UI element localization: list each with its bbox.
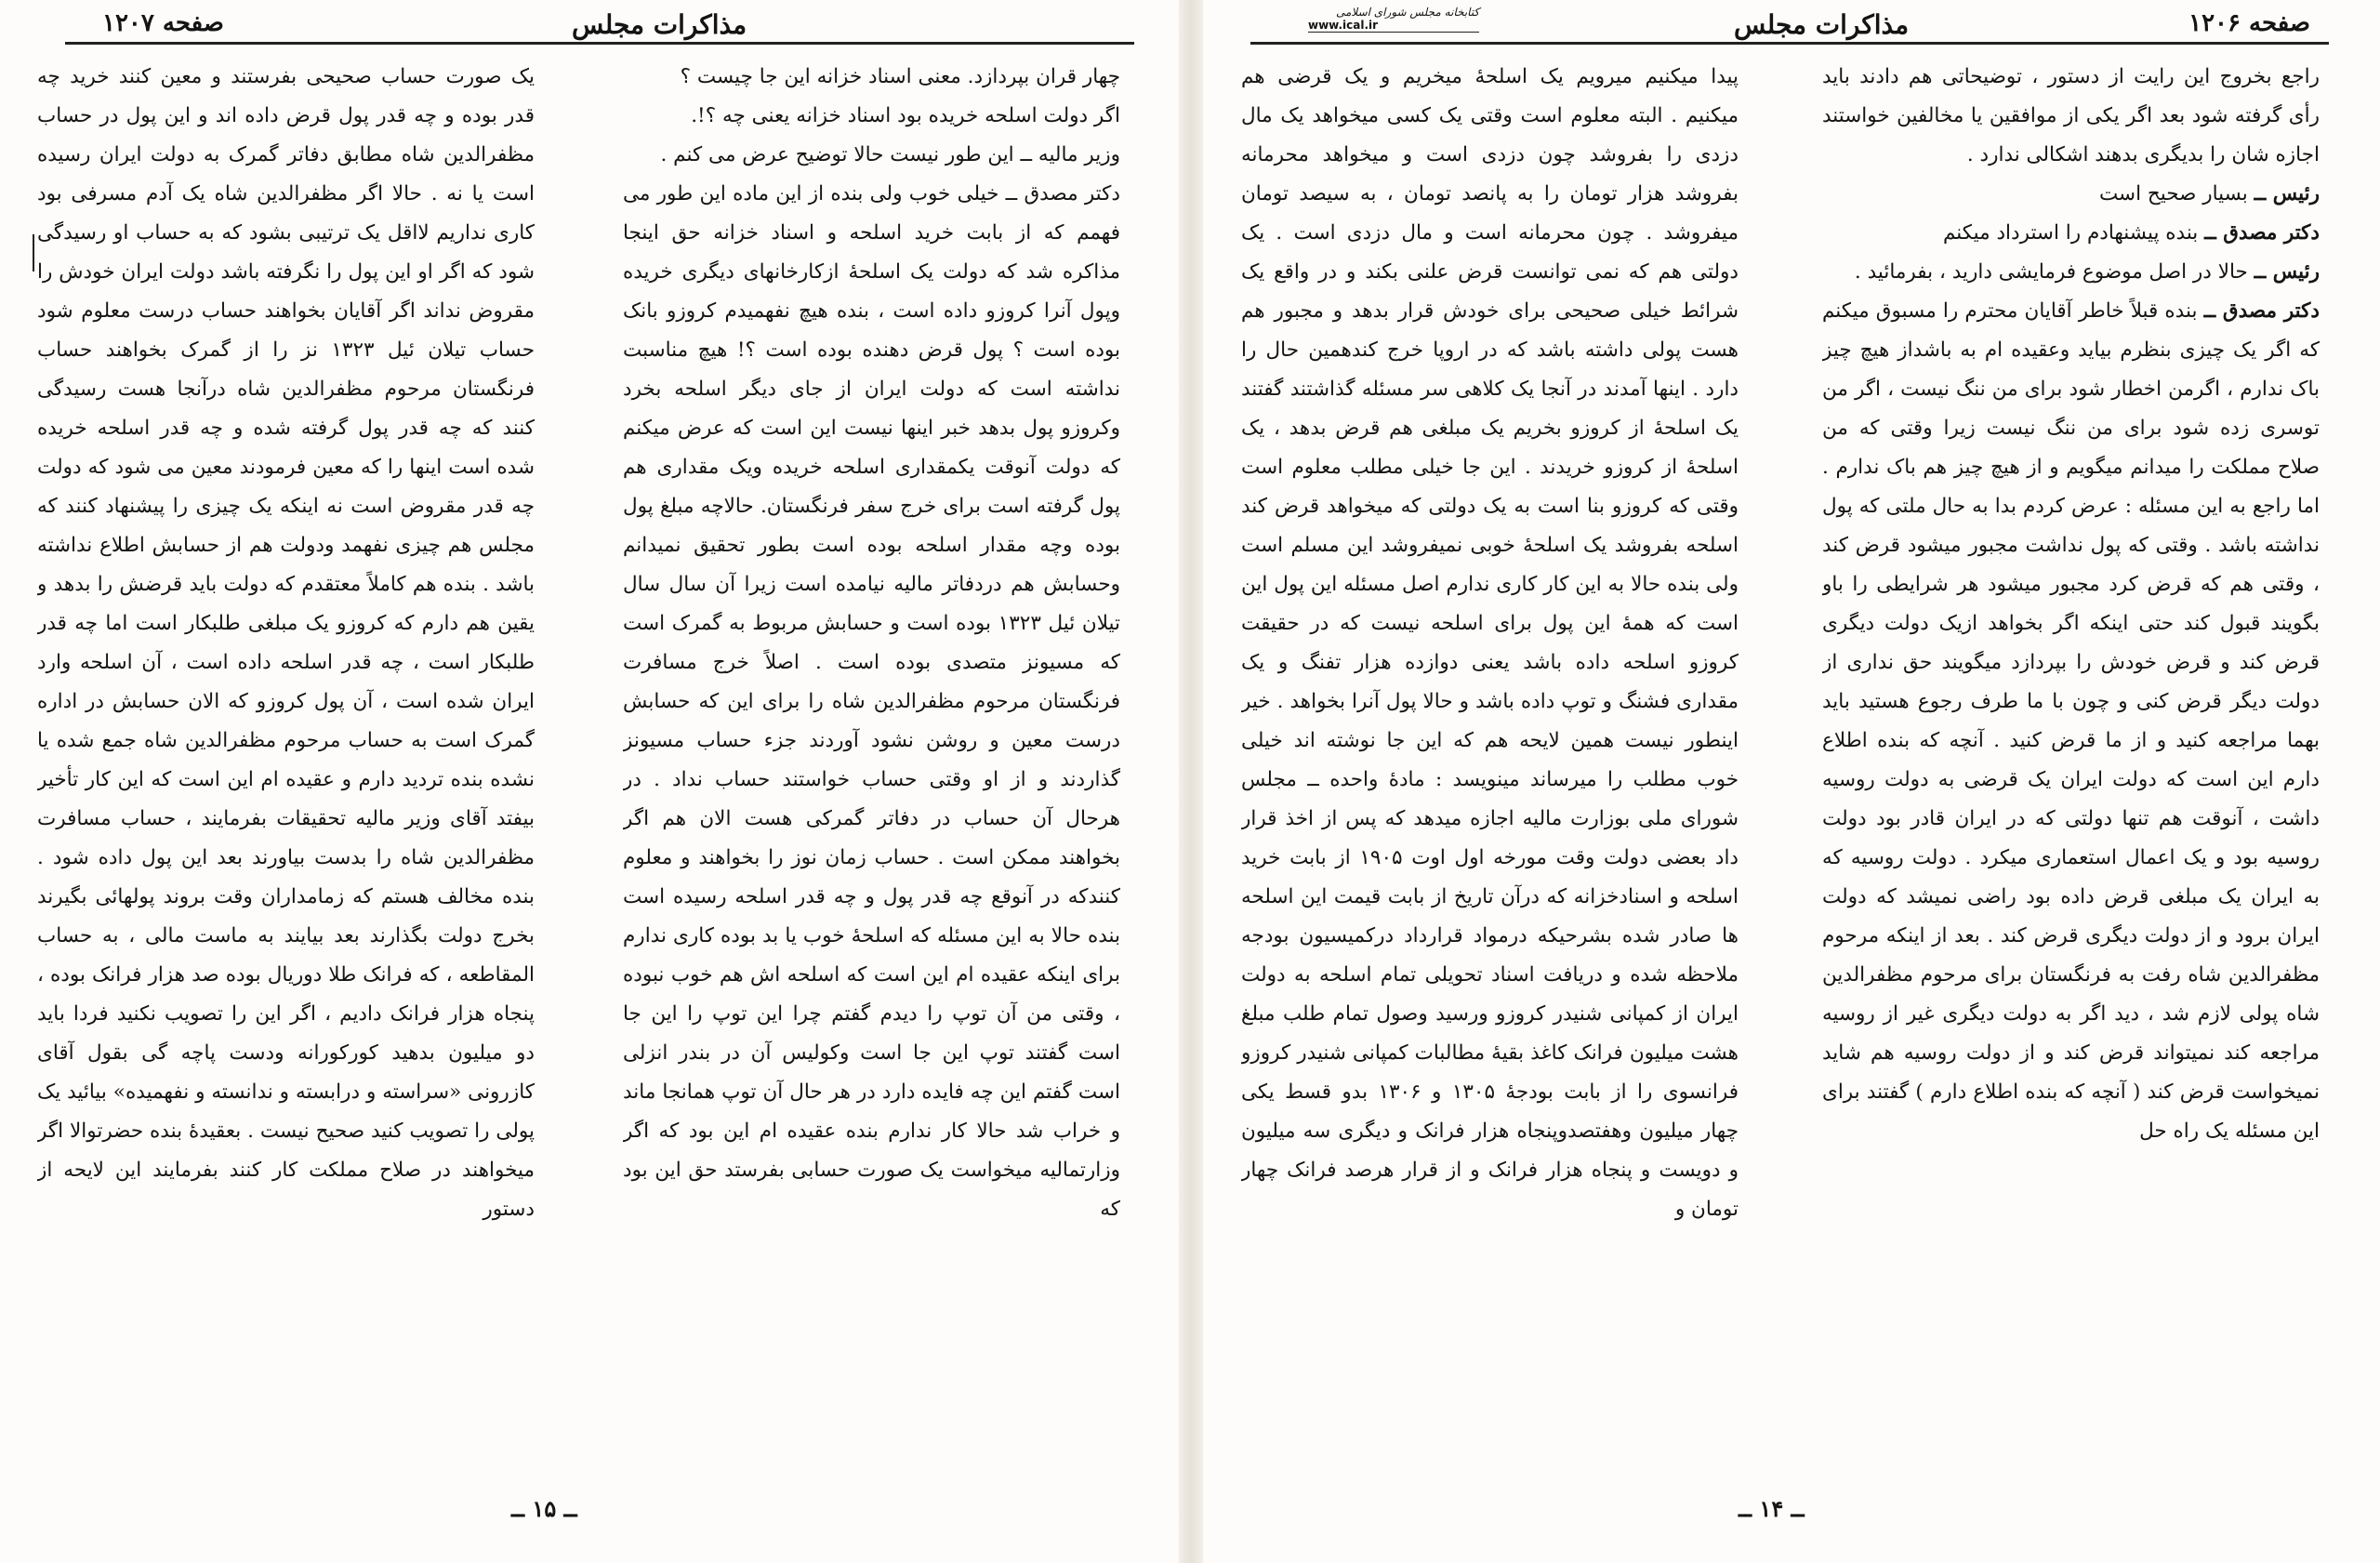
watermark-url: www.ical.ir (1308, 19, 1479, 33)
page-title: مذاکرات مجلس (572, 9, 747, 40)
right-page (1209, 0, 2380, 1563)
text-column-right (623, 58, 1120, 1485)
folio-number: ــ ۱۵ ــ (511, 1495, 577, 1522)
column-text: وزیر مالیه ــ این طور نیست حالا توضیح عرض می کنم . (660, 143, 1120, 166)
speech-text: بسیار صحیح است (2098, 182, 2248, 205)
speech-text: بنده قبلاً خاطر آقایان محترم را مسبوق میکنم که اگر یک چیزی بنظرم بیاید وعقیده ام به باشداز هیچ چیز باک ندارم ، اگرمن اخطار شود برای من ننگ نیست ، اگر من توسری زده شود برای من ننگ نیست زیرا وقتی که من صلاح مملکت را میدانم میگویم و از هیچ چیز هم باک ندارم . اما راجع به این مسئله : عرض کردم بدا به حال ملتی که پول نداشته باشد . وقتی که پول نداشت مجبور میشود قرض کند ، وقتی هم که قرض کرد مجبور میشود هر شرایطی را باو بگویند قبول کند حتی اینکه اگر بخواهد ازیک دولت دیگری قرض کند و قرض خودش را بپردازد میگویند حق نداری از دولت دیگر قرض کنی و چون با ما طرف رجوع هستید باید بهما مراجعه کنید و از ما قرض کنید . آنچه که بنده اطلاع دارم این است که دولت ایران یک قرضی به دولت روسیه داشت ، آنوقت هم تنها دولتی که در ایران قادر بود دولت روسیه بود و یک اعمال استعماری میکرد . دولت روسیه که به ایران یک مبلغی قرض داده بود راضی نمیشد که دولت ایران برود و از دولت دیگری قرض کند . بعد از اینکه مرحوم مظفرالدین شاه رفت به فرنگستان برای مرحوم مظفرالدین شاه پولی لازم شد ، دید اگر به دولت دیگری غیر از روسیه مراجعه کند نمیتواند قرض کند و از دولت روسیه هم شاید نمیخواست قرض کند ( آنچه که بنده اطلاع دارم ) گفتند برای این مسئله یک راه حل (1822, 299, 2320, 1143)
speaker-name: رئیس ــ (2254, 260, 2320, 284)
column-text: اگر دولت اسلحه خریده بود اسناد خزانه یعنی چه ؟!. (691, 104, 1120, 127)
header-rule (1250, 42, 2329, 45)
book-spine (1179, 0, 1203, 1563)
speech-text: بنده پیشنهادم را استرداد میکنم (1942, 221, 2199, 245)
text-column-left (37, 58, 535, 1485)
page-number-label: صفحه ۱۲۰۶ (2188, 9, 2310, 37)
speech-paragraph (1822, 175, 2320, 214)
speech-text: حالا در اصل موضوع فرمایشی دارید ، بفرمائید . (1854, 260, 2248, 284)
left-page (0, 0, 1171, 1563)
folio-number: ــ ۱۴ ــ (1739, 1495, 1805, 1522)
column-text: یک صورت حساب صحیحی بفرستند و معین کنند خرید چه قدر بوده و چه قدر پول قرض داده اند و این پول در حساب مظفرالدین شاه مطابق دفاتر گمرک به دولت ایران رسیده است یا نه . حالا اگر مظفرالدین شاه یک آدم مسرفی بود کاری نداریم لااقل یک ترتیبی بشود که به حساب او رسیدگی شود که اگر او این پول را نگرفته باشد دولت ایران خودش را مقروض نداند اگر آقایان بخواهند حساب درست معلوم شود حساب تیلان ئیل ۱۳۲۳ نز را از گمرک بخواهند حساب فرنگستان مرحوم مظفرالدین شاه درآنجا هست رسیدگی کنند که چه قدر پول گرفته شده و چه قدر اسلحه خریده شده است اینها را که معین فرمودند معین می شود که دولت چه قدر مقروض است نه اینکه یک چیزی را پیشنهاد کنند که مجلس هم چیزی نفهمد ودولت هم از حسابش اطلاع نداشته باشد . بنده هم کاملاً معتقدم که دولت باید قرضش را بدهد و یقین هم دارم که کروزو یک مبلغی طلبکار است اما چه قدر طلبکار است ، چه قدر اسلحه داده است ، آن اسلحه وارد ایران شده است ، آن پول کروزو که الان حسابش در اداره گمرک است به حساب مرحوم مظفرالدین شاه جمع شده یا نشده بنده تردید دارم و عقیده ام این است که این کار تأخیر بیفتد آقای وزیر مالیه تحقیقات بفرمایند ، حساب مسافرت مظفرالدین شاه را بدست بیاورند بعد این پول داده شود . بنده مخالف هستم که زمامداران وقت بروند پولهائی بگیرند بخرج دولت بگذارند بعد بیایند به ماست مالی ، به حساب المقاطعه ، که فرانک طلا دوریال بوده صد هزار فرانک بوده ، پنجاه هزار فرانک دادیم ، اگر این را تصویب نکنید فردا باید دو میلیون بدهید کورکورانه ودست پاچه گی بقول آقای کازرونی «سراسته و درابسته و ندانسته و نفهمیده» بیائید یک پولی را تصویب کنید صحیح نیست . بعقیدهٔ بنده حضرتوالا اگر میخواهند در صلاح مملکت کار کنند بفرمایند این لایحه از دستور (37, 65, 535, 1221)
speech-paragraph (1822, 253, 2320, 292)
column-text: راجع بخروج این رایت از دستور ، توضیحاتی هم دادند باید رأی گرفته شود بعد اگر یکی از موافقین یا مخالفین خواستند اجازه شان را بدیگری بدهند اشکالی ندارد . (1822, 65, 2320, 166)
speech-paragraph (1822, 292, 2320, 1151)
text-column-left (1241, 58, 1739, 1485)
page-header (65, 7, 1134, 45)
margin-mark (33, 234, 34, 272)
speaker-name: دکتر مصدق ــ (2203, 299, 2320, 323)
page-header (1250, 7, 2329, 45)
library-watermark (1308, 6, 1479, 33)
speaker-name: دکتر مصدق ــ (2204, 221, 2320, 245)
column-text: چهار قران بپردازد. معنی اسناد خزانه این جا چیست ؟ (680, 65, 1120, 88)
column-text: پیدا میکنیم میرویم یک اسلحهٔ میخریم و یک قرضی هم میکنیم . البته معلوم است وقتی یک کسی میخواهد یک مال دزدی را بفروشد چون دزدی است و میخواهد محرمانه بفروشد هزار تومان را به پانصد تومان ، به سیصد تومان میفروشد . چون محرمانه است و مال دزدی است . یک دولتی هم که نمی توانست قرض علنی بکند و در واقع یک شرائط خیلی صحیحی برای خودش قرار بدهد و مجبور هم هست پولی داشته باشد که در اروپا خرج کندهمین حال را دارد . اینها آمدند در آنجا یک کلاهی سر مسئله گذاشتند گفتند یک اسلحهٔ از کروزو بخریم یک مبلغی هم قرض بدهد ، یک اسلحهٔ از کروزو خریدند . این جا خیلی مطلب معلوم است وقتی که کروزو بنا است به یک دولتی که میخواهد قرض کند اسلحه بفروشد یک اسلحهٔ خوبی نمیفروشد این مسلم است ولی بنده حالا به این کار کاری ندارم اصل مسئله این پول این است که همهٔ این پول برای اسلحه نیست که در حقیقت کروزو اسلحه داده باشد یعنی دوازده هزار تفنگ و یک مقداری فشنگ و توپ داده باشد و حالا پول آنرا بخواهد . خیر اینطور نیست همین لایحه هم که این جا نوشته اند خیلی خوب مطلب را میرساند مینویسد : مادهٔ واحده ــ مجلس شورای ملی بوزارت مالیه اجازه میدهد که پس از اخذ قرار داد بعضی دولت وقت مورخه اول اوت ۱۹۰۵ از بابت خرید اسلحه و اسنادخزانه که درآن تاریخ از بابت قیمت این اسلحه ها صادر شده بشرحیکه درمواد قرارداد درکمیسیون بودجه ملاحظه شده و دریافت اسناد تحویلی تمام اسلحه به دولت ایران از کمپانی شنیدر کروزو ورسید وصول تمام طلب مبلغ هشت میلیون فرانک کاغذ بقیهٔ مطالبات کمپانی شنیدر کروزو فرانسوی را از بابت بودجهٔ ۱۳۰۵ و ۱۳۰۶ بدو قسط یکی چهار میلیون وهفتصدوپنجاه هزار فرانک و دیگری سه میلیون و دویست و پنجاه هزار فرانک و از قرار هرصد فرانک چهار تومان و (1241, 65, 1739, 1221)
speech-paragraph (1822, 214, 2320, 253)
page-title: مذاکرات مجلس (1734, 9, 1910, 40)
page-number-label: صفحه ۱۲۰۷ (102, 9, 224, 37)
text-column-right (1822, 58, 2320, 1485)
speaker-name: رئیس ــ (2254, 182, 2320, 205)
column-text: دکتر مصدق ــ خیلی خوب ولی بنده از این ماده این طور می فهمم که از بابت خرید اسلحه و اسناد خزانه حق اینجا مذاکره شد که دولت یک اسلحهٔ ازکارخانهای دیگری خریده وپول آنرا کروزو داده است ، بنده هیچ نفهمیدم کروزو بانک بوده است ؟ پول قرض دهنده بوده است ؟! هیچ مناسبت نداشته است که دولت ایران از جای دیگر اسلحه بخرد وکروزو پول بدهد خبر اینها نیست این است که عرض میکنم که دولت آنوقت یکمقداری اسلحه خریده ویک مقداری هم پول گرفته است برای خرج سفر فرنگستان. حالاچه مبلغ پول بوده وچه مقدار اسلحه بوده است بطور تحقیق نمیدانم وحسابش هم دردفاتر مالیه نیامده است زیرا آن سال سال تیلان ئیل ۱۳۲۳ بوده است و حسابش مربوط به گمرک است که مسیونز متصدی بوده است . اصلاً خرج مسافرت فرنگستان مرحوم مظفرالدین شاه را برای این که حسابش درست معین و روشن نشود آوردند جزء حساب مسیونز گذاردند و از او وقتی حساب خواستند حساب نداد . در هرحال آن حساب در دفاتر گمرکی هست الان هم اگر بخواهند ممکن است . حساب زمان نوز را بخواهند و معلوم کنندکه در آنوقع چه قدر پول و چه قدر اسلحه رسیده است بنده حالا به این مسئله که اسلحهٔ خوب یا بد بوده کاری ندارم برای اینکه عقیده ام این است که اسلحه اش هم خوب نبوده ، وقتی من آن توپ را دیدم گفتم چرا این توپ را این جا است گفتند توپ این جا است وکولیس آن در بندر انزلی است گفتم این چه فایده دارد در هر حال آن توپ همانجا ماند و خراب شد حالا کار ندارم بنده عقیده ام این بود که اگر وزارتمالیه میخواست یک صورت حسابی بفرستد حق این بود که (623, 182, 1120, 1221)
watermark-text: کتابخانه مجلس شورای اسلامی (1336, 6, 1480, 19)
header-rule (65, 42, 1134, 45)
